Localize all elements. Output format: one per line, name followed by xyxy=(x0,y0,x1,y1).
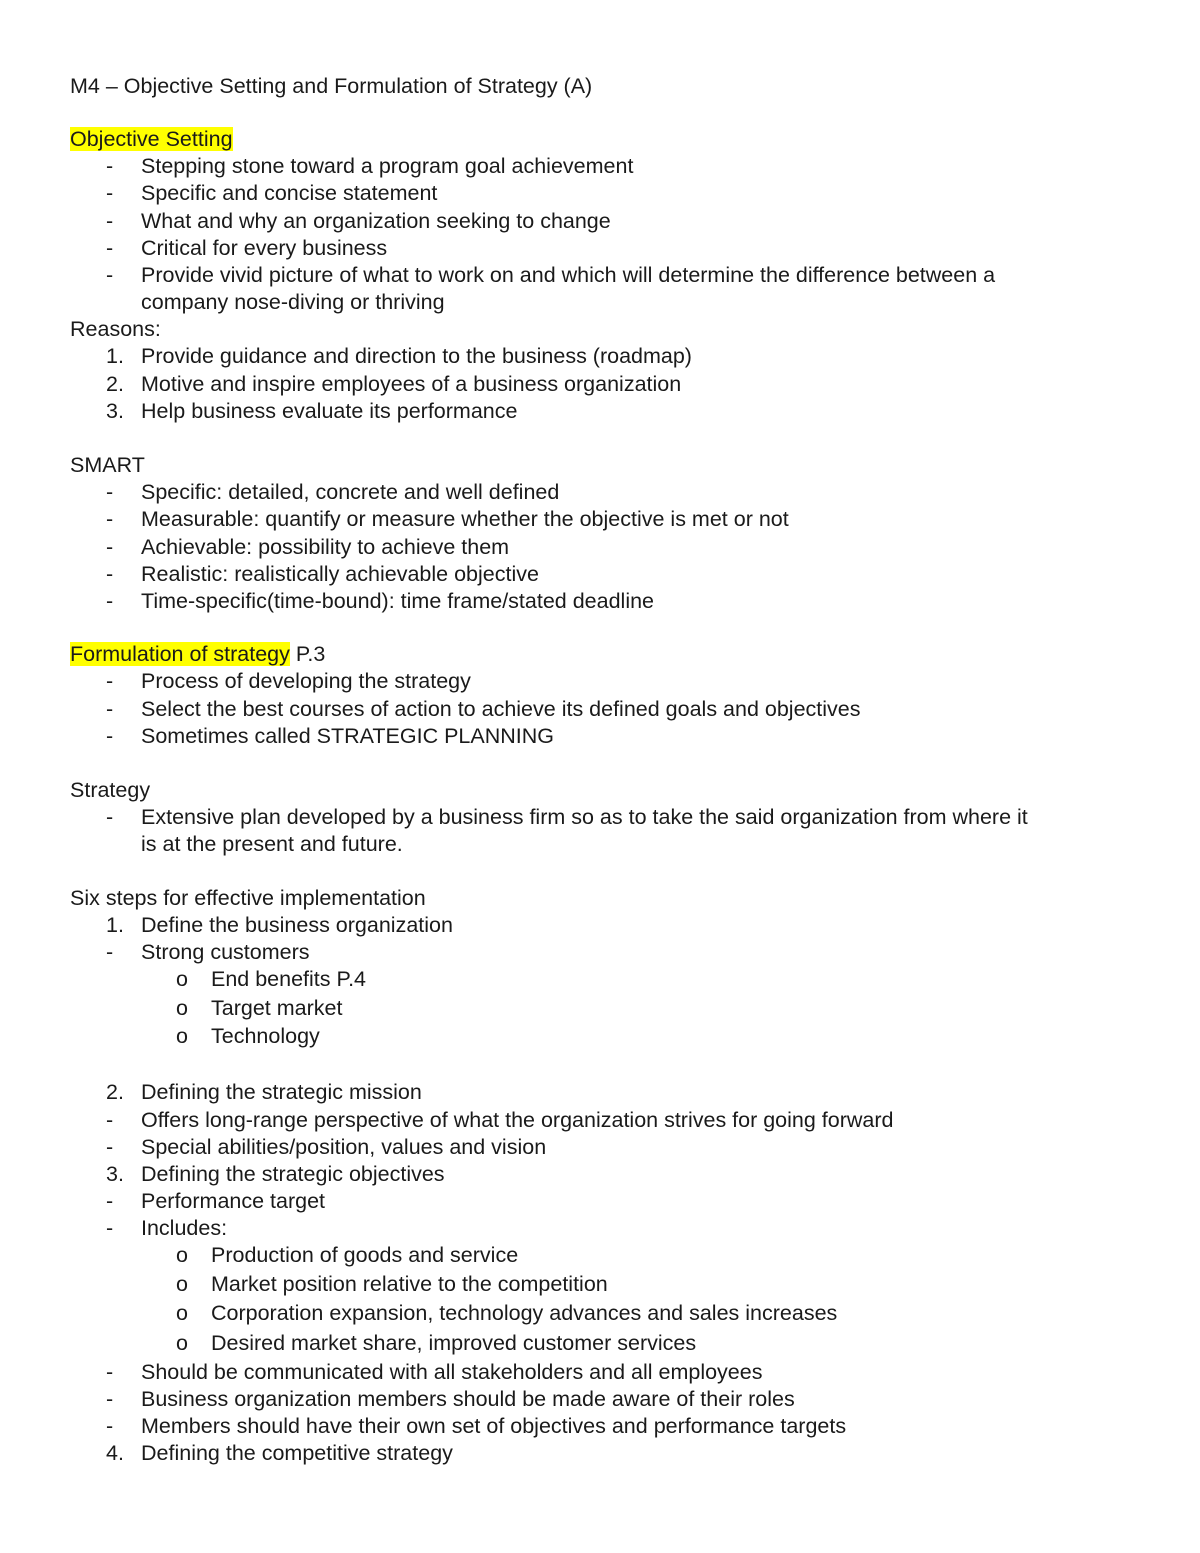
list-item-text: Motive and inspire employees of a business organization xyxy=(141,372,682,396)
dash-marker: - xyxy=(106,507,114,531)
dash-marker: - xyxy=(106,1135,114,1159)
number-marker: 4. xyxy=(106,1441,124,1465)
dash-marker: - xyxy=(106,562,114,586)
dash-marker: - xyxy=(106,805,114,829)
highlighted-heading: Objective Setting xyxy=(70,127,233,151)
list-item-text: Define the business organization xyxy=(141,913,453,937)
circle-bullet-icon: o xyxy=(176,1024,188,1048)
dash-marker: - xyxy=(106,535,114,559)
list-item-text: Process of developing the strategy xyxy=(141,669,471,693)
list-item-text: Defining the strategic objectives xyxy=(141,1162,445,1186)
highlighted-heading: Formulation of strategy xyxy=(70,642,290,666)
circle-bullet-icon: o xyxy=(176,1243,188,1267)
list-item-text: Achievable: possibility to achieve them xyxy=(141,535,510,559)
circle-bullet-icon: o xyxy=(176,1331,188,1355)
list-item-text: Defining the strategic mission xyxy=(141,1080,422,1104)
dash-marker: - xyxy=(106,154,114,178)
list-item-text: Help business evaluate its performance xyxy=(141,399,518,423)
section-heading-strategy: Strategy xyxy=(70,778,151,802)
circle-bullet-icon: o xyxy=(176,996,188,1020)
dash-marker: - xyxy=(106,236,114,260)
dash-marker: - xyxy=(106,724,114,748)
dash-marker: - xyxy=(106,480,114,504)
list-item-text: Should be communicated with all stakeholders and all employees xyxy=(141,1360,763,1384)
list-item-text: Corporation expansion, technology advances and sales increases xyxy=(211,1301,838,1325)
list-item-text: Business organization members should be made aware of their roles xyxy=(141,1387,795,1411)
dash-marker: - xyxy=(106,263,114,287)
list-item-text: What and why an organization seeking to change xyxy=(141,209,611,233)
list-item-text: Special abilities/position, values and vision xyxy=(141,1135,547,1159)
number-marker: 2. xyxy=(106,1080,124,1104)
section-heading-objective-setting xyxy=(70,126,233,152)
list-item-text: Members should have their own set of objectives and performance targets xyxy=(141,1414,847,1438)
reasons-label: Reasons: xyxy=(70,317,161,341)
list-item-text: Stepping stone toward a program goal achievement xyxy=(141,154,634,178)
list-item-text: Extensive plan developed by a business firm so as to take the said organization from where it xyxy=(141,805,1028,829)
dash-marker: - xyxy=(106,1360,114,1384)
number-marker: 1. xyxy=(106,344,124,368)
list-item-text: Provide guidance and direction to the business (roadmap) xyxy=(141,344,692,368)
dash-marker: - xyxy=(106,1387,114,1411)
list-item-text: Target market xyxy=(211,996,343,1020)
dash-marker: - xyxy=(106,1414,114,1438)
page-title: M4 – Objective Setting and Formulation of Strategy (A) xyxy=(70,74,593,98)
list-item-text: Offers long-range perspective of what the organization strives for going forward xyxy=(141,1108,894,1132)
list-item-text: Market position relative to the competition xyxy=(211,1272,608,1296)
section-heading-six-steps: Six steps for effective implementation xyxy=(70,886,426,910)
number-marker: 2. xyxy=(106,372,124,396)
list-item-text: Realistic: realistically achievable objective xyxy=(141,562,539,586)
dash-marker: - xyxy=(106,940,114,964)
list-item-text: Specific and concise statement xyxy=(141,181,438,205)
circle-bullet-icon: o xyxy=(176,1301,188,1325)
list-item-text: End benefits P.4 xyxy=(211,967,367,991)
circle-bullet-icon: o xyxy=(176,1272,188,1296)
number-marker: 3. xyxy=(106,399,124,423)
dash-marker: - xyxy=(106,181,114,205)
list-item-text: Strong customers xyxy=(141,940,310,964)
dash-marker: - xyxy=(106,1216,114,1240)
list-item-text: Measurable: quantify or measure whether the objective is met or not xyxy=(141,507,789,531)
list-item-text: Sometimes called STRATEGIC PLANNING xyxy=(141,724,554,748)
page-reference: P.3 xyxy=(289,642,326,666)
dash-marker: - xyxy=(106,697,114,721)
dash-marker: - xyxy=(106,669,114,693)
list-item-text: is at the present and future. xyxy=(141,832,403,856)
list-item-text: Technology xyxy=(211,1024,320,1048)
dash-marker: - xyxy=(106,1189,114,1213)
list-item-text: Production of goods and service xyxy=(211,1243,519,1267)
list-item-text: Critical for every business xyxy=(141,236,388,260)
list-item-text: Provide vivid picture of what to work on and which will determine the difference between a xyxy=(141,263,996,287)
number-marker: 3. xyxy=(106,1162,124,1186)
dash-marker: - xyxy=(106,1108,114,1132)
list-item-text: Select the best courses of action to achieve its defined goals and objectives xyxy=(141,697,861,721)
circle-bullet-icon: o xyxy=(176,967,188,991)
list-item-text: Time-specific(time-bound): time frame/stated deadline xyxy=(141,589,655,613)
number-marker: 1. xyxy=(106,913,124,937)
dash-marker: - xyxy=(106,209,114,233)
section-heading-smart: SMART xyxy=(70,453,145,477)
list-item-text: Specific: detailed, concrete and well defined xyxy=(141,480,560,504)
list-item-text: Performance target xyxy=(141,1189,326,1213)
list-item-text: Includes: xyxy=(141,1216,228,1240)
section-heading-formulation xyxy=(70,641,325,667)
list-item-text: Desired market share, improved customer services xyxy=(211,1331,697,1355)
dash-marker: - xyxy=(106,589,114,613)
list-item-text: company nose-diving or thriving xyxy=(141,290,445,314)
list-item-text: Defining the competitive strategy xyxy=(141,1441,453,1465)
